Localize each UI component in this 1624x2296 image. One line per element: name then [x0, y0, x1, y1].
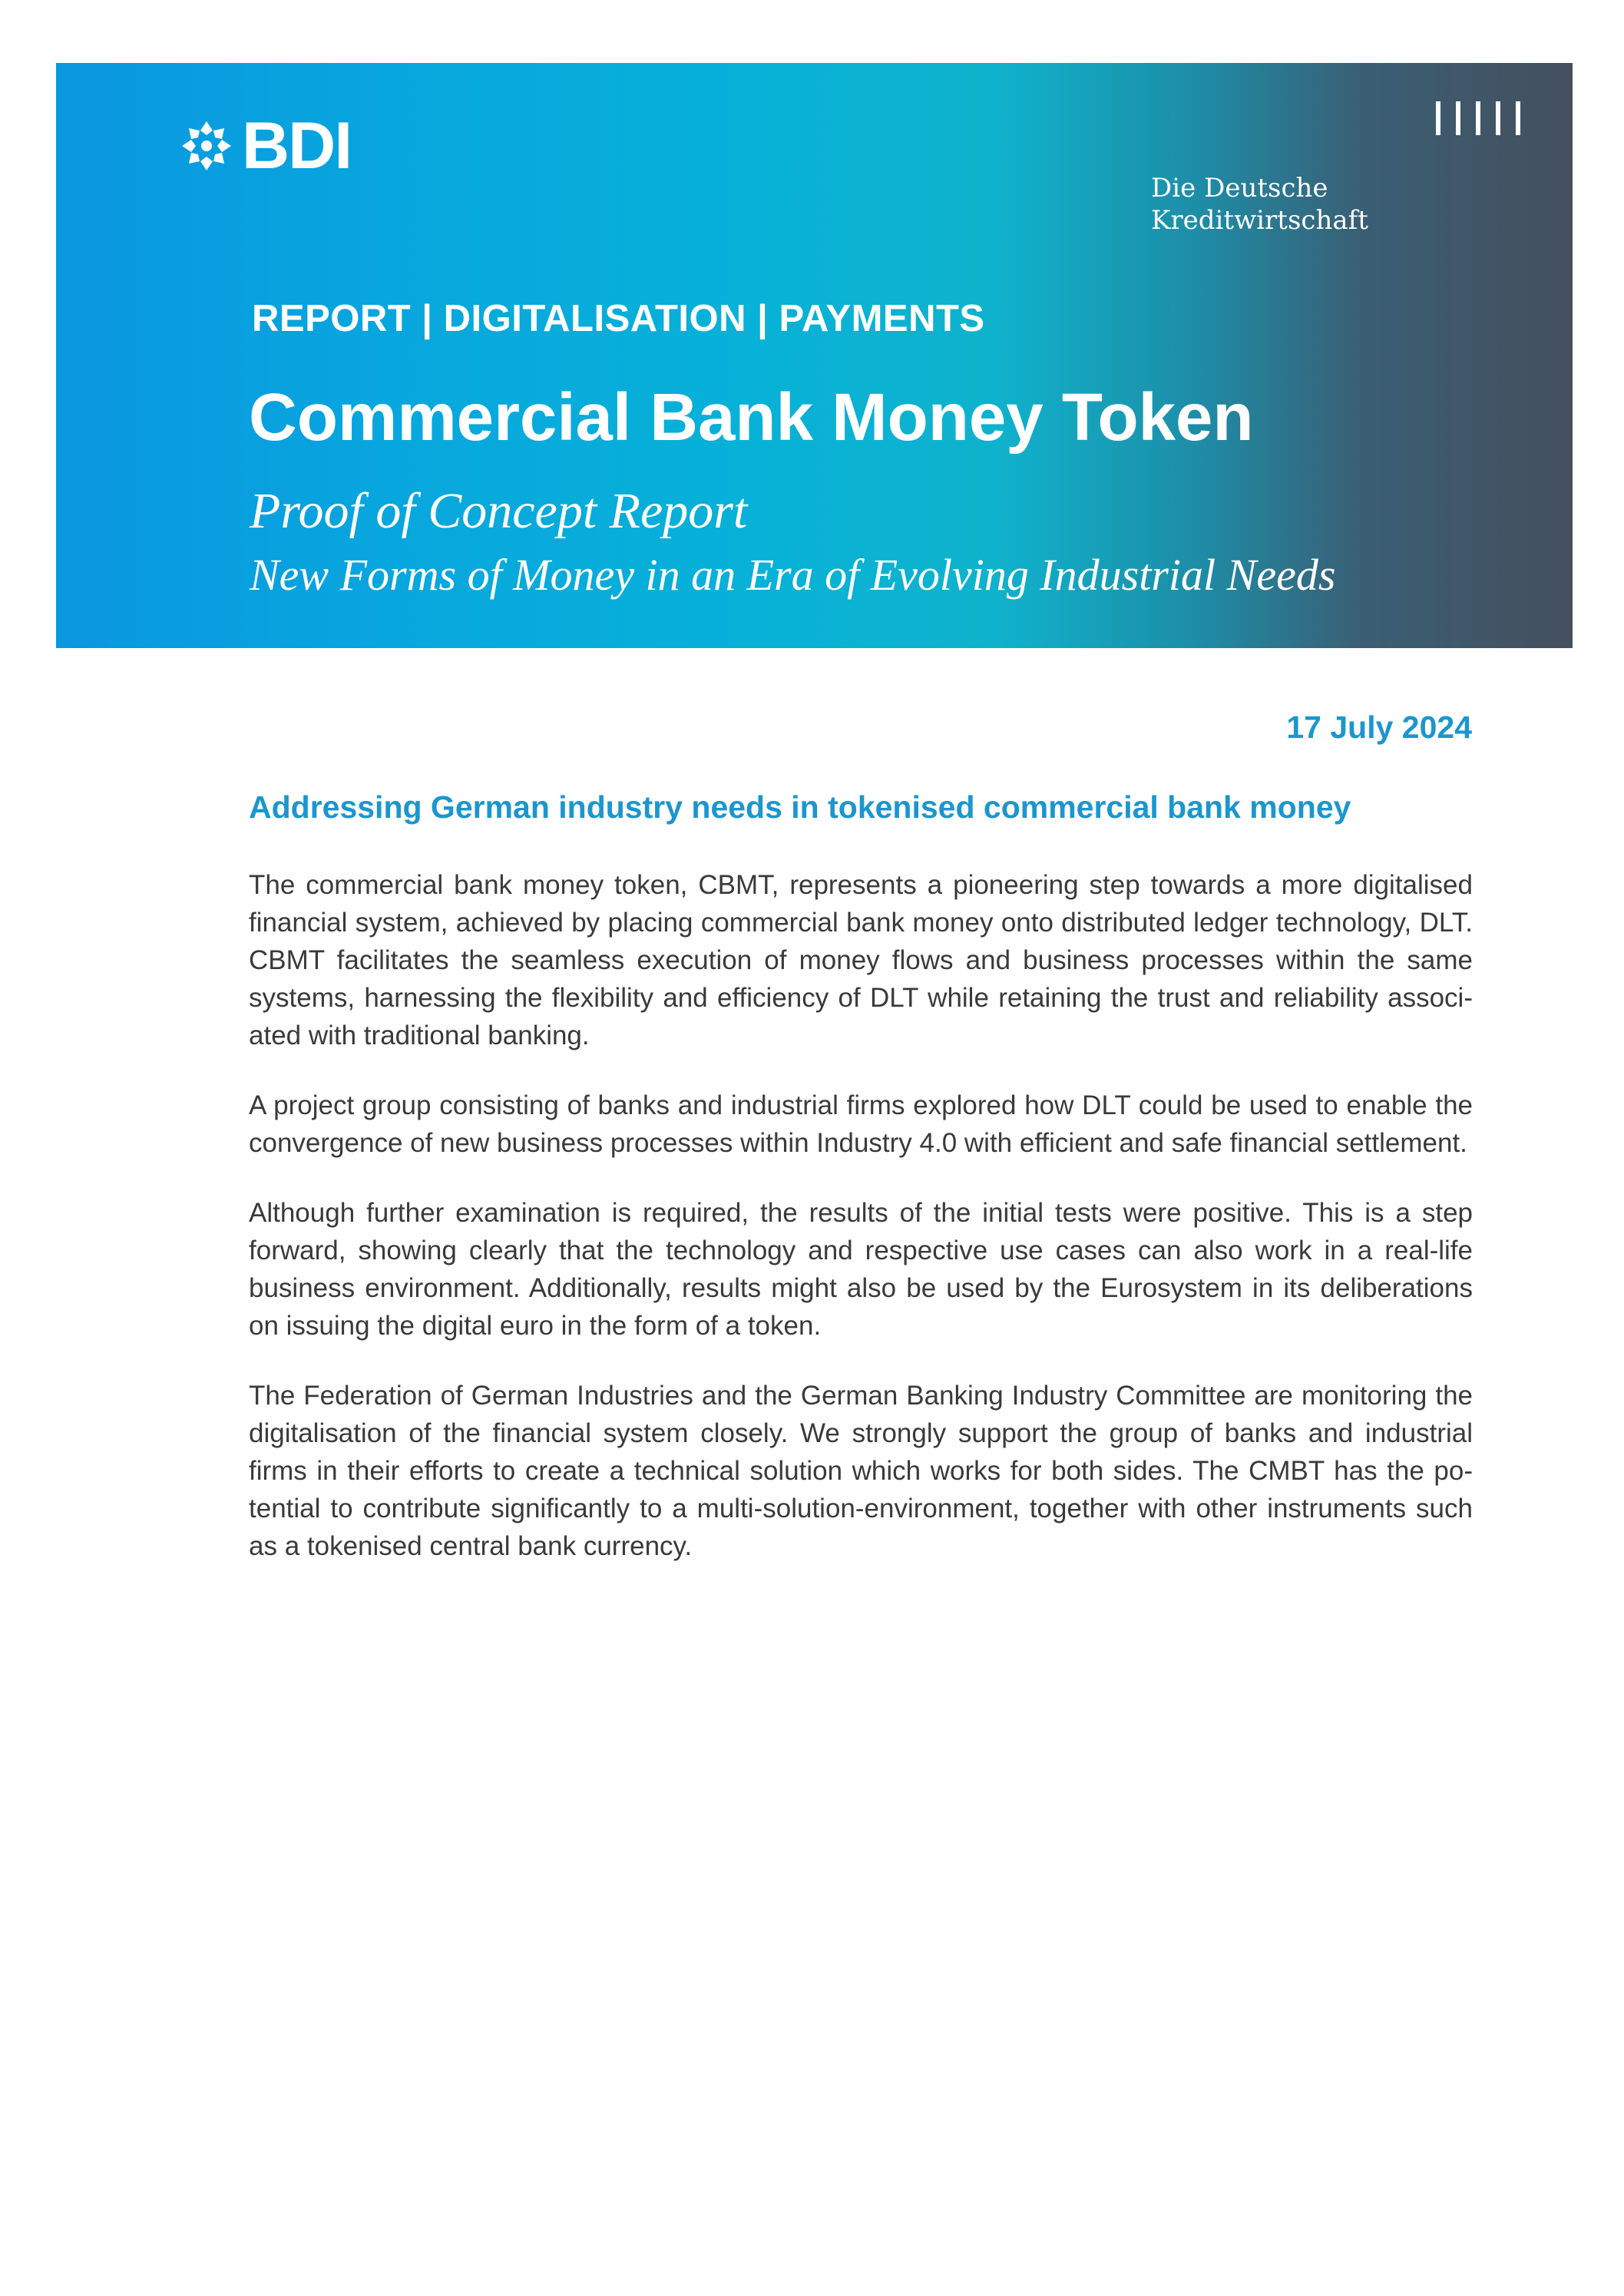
paragraph: The commercial bank money token, CBMT, represents a pioneering step towards a more digitalised financial system, achieved by placing commercial bank money onto distributed ledger technology, DLT. CBMT facilitates the seamless execution of money flows and business processes within the same systems, harnessing the flexibility and efficiency of DLT while retaining the trust and reliability associ-ated with traditional banking.: [249, 870, 1473, 1050]
bdi-logo: [179, 109, 352, 183]
paragraph: Although further examination is required, the results of the initial tests were positive. This is a step forward, showing clearly that the technology and respective use cases can also work in a real-life business environment. Additionally, results might also be used by the Eurosystem in its deliberations on issuing the digital euro in the form of a token.: [249, 1198, 1473, 1341]
bdi-emblem-icon: [179, 118, 234, 174]
report-kicker: REPORT | DIGITALISATION | PAYMENTS: [252, 298, 985, 339]
publication-date: 17 July 2024: [1286, 710, 1472, 745]
bdi-wordmark: BDI: [242, 109, 352, 183]
dk-bar: [1436, 101, 1440, 135]
dk-bar: [1456, 101, 1460, 135]
dk-logo-bars: [1436, 101, 1520, 135]
paragraph: A project group consisting of banks and industrial firms explored how DLT could be used to enable the convergence of new business processes within Industry 4.0 with efficient and safe financial settlement.: [249, 1090, 1473, 1158]
section-heading: Addressing German industry needs in tokenised commercial bank money: [249, 789, 1351, 825]
dk-bar: [1516, 101, 1520, 135]
cover-banner: [56, 63, 1573, 648]
document-subtitle: Proof of Concept Report: [250, 483, 748, 539]
dk-bar: [1476, 101, 1480, 135]
paragraph: The Federation of German Industries and the German Banking Industry Committee are monitoring the digitalisation of the financial system closely. We strongly support the group of banks and industrial firms in their efforts to create a technical solution which works for both sides. The CMBT has the po-tential to contribute significantly to a multi-solution-environment, together with other instruments such as a tokenised central bank currency.: [249, 1381, 1473, 1561]
body-text: [249, 866, 1473, 1597]
document-title: Commercial Bank Money Token: [249, 380, 1254, 455]
dk-logo-text: Die Deutsche Kreditwirtschaft: [1151, 173, 1368, 236]
dk-bar: [1496, 101, 1500, 135]
document-tagline: New Forms of Money in an Era of Evolving Industrial Needs: [250, 550, 1336, 600]
